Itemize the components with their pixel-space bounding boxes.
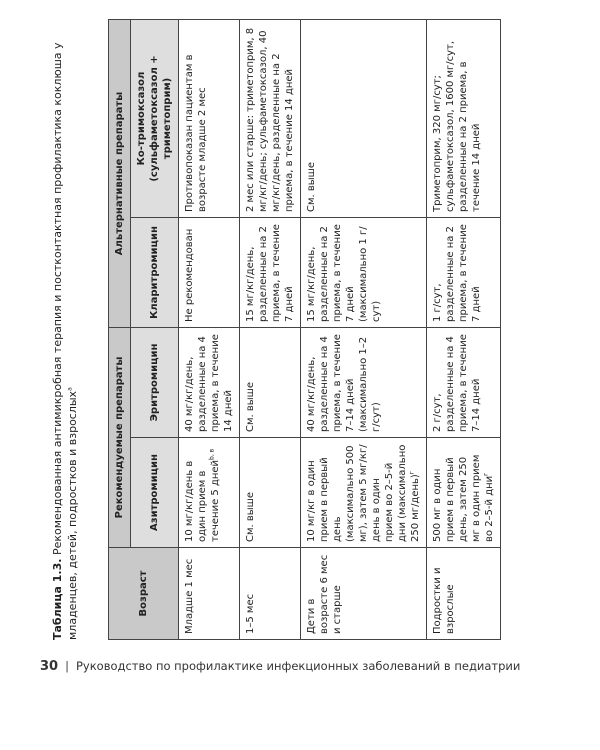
cell-clarithromycin: 15 мг/кг/день, разделенные на 2 приема, в течение 7 дней (240, 218, 301, 328)
header-erythromycin: Эритромицин (131, 328, 179, 438)
page-number: 30 (40, 658, 59, 674)
cell-erythromycin: 40 мг/кг/день, разделенные на 4 приема, в течение 14 дней (179, 328, 240, 438)
cell-clarithromycin: 15 мг/кг/день, разделенные на 2 приема, в течение 7 дней (максимально 1 г/сут) (301, 218, 427, 328)
cell-age: Подростки и взрослые (427, 548, 501, 640)
cell-cotrimoxazole: Противопоказан пациентам в возрасте младше 2 мес (179, 19, 240, 217)
cell-erythromycin: 40 мг/кг/день, разделенные на 4 приема, в течение 7–14 дней (максимально 1–2 г/сут) (301, 328, 427, 438)
cell-age: 1–5 мес (240, 548, 301, 640)
cell-cotrimoxazole: 2 мес или старше: триметоприм, 8 мг/кг/день; сульфаметоксазол, 40 мг/кг/день, разделенные на 2 приема, в течение 14 дней (240, 19, 301, 217)
table-number: Таблица 1.3. (51, 558, 64, 640)
cell-azithromycin: 10 мг/кг/день в один прием в течение 5 дней$^{b, в}$ (179, 438, 240, 548)
header-age: Возраст (109, 548, 179, 640)
cell-azithromycin: 500 мг в один прием в первый день, затем 250 мг в один прием во 2–5-й дни$^г$ (427, 438, 501, 548)
cell-cotrimoxazole: Триметоприм, 320 мг/сут; сульфаметоксазол, 1600 мг/сут, разделенные на 2 приема, в течение 14 дней (427, 19, 501, 217)
caption-footnote-ref: a (66, 387, 74, 391)
header-clarithromycin: Кларитромицин (131, 218, 179, 328)
caption-text: Рекомендованная антимикробная терапия и постконтактная профилактика коклюша у младенцев, детей, подростков и взрослых (51, 42, 79, 640)
running-title: Руководство по профилактике инфекционных заболеваний в педиатрии (75, 659, 521, 673)
header-recommended: Рекомендуемые препараты (109, 328, 131, 548)
table-row (179, 19, 240, 639)
table-row (427, 19, 501, 639)
header-group-row (109, 19, 131, 639)
header-alternative: Альтернативные препараты (109, 19, 131, 327)
cell-azithromycin: См. выше (240, 438, 301, 548)
rotated-page (50, 20, 550, 640)
cell-erythromycin: См. выше (240, 328, 301, 438)
footer-separator: | (65, 659, 69, 673)
cell-age: Младше 1 мес (179, 548, 240, 640)
therapy-table (108, 19, 501, 640)
page-footer (40, 655, 580, 677)
header-cotrimoxazole: Ко-тримоксазол (сульфаметоксазол + триметоприм) (131, 19, 179, 217)
table-row (240, 19, 301, 639)
cell-erythromycin: 2 г/сут, разделенные на 4 приема, в течение 7–14 дней (427, 328, 501, 438)
cell-age: Дети в возрасте 6 мес и старше (301, 548, 427, 640)
table-row (301, 19, 427, 639)
cell-clarithromycin: 1 г/сут, разделенные на 2 приема, в течение 7 дней (427, 218, 501, 328)
cell-azithromycin: 10 мг/кг в один прием в первый день (максимально 500 мг), затем 5 мг/кг/день в один прием во 2–5-й дни (максимально 250 мг/день)$^г$ (301, 438, 427, 548)
header-azithromycin: Азитромицин (131, 438, 179, 548)
cell-clarithromycin: Не рекомендован (179, 218, 240, 328)
table-caption (50, 20, 100, 640)
cell-cotrimoxazole: См. выше (301, 19, 427, 217)
header-drug-row (131, 19, 179, 639)
